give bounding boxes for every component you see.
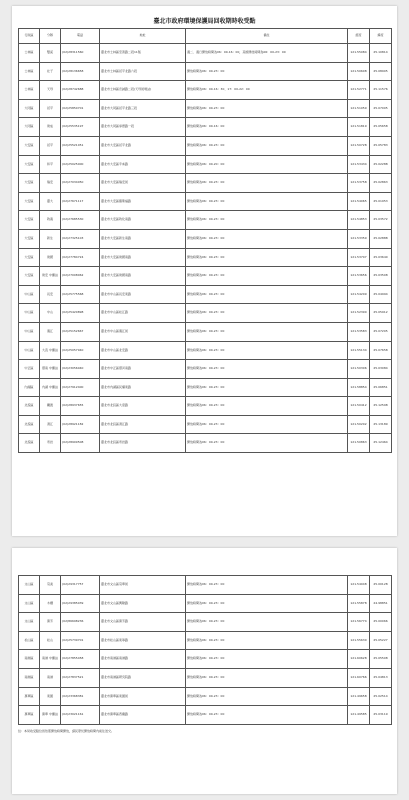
cell-team: 奇岩 xyxy=(40,434,61,453)
cell-phone: (02)27837521 xyxy=(61,668,100,687)
cell-address: 臺北市大同區延平北路三段 xyxy=(100,99,186,118)
cell-address: 臺北市大安區建國南路 xyxy=(100,267,186,286)
table-row xyxy=(19,174,392,193)
cell-phone: (02)25521051 xyxy=(61,136,100,155)
cell-district: 大安區 xyxy=(19,192,40,211)
table-row xyxy=(19,285,392,304)
cell-remarks: 開放時間為06：00-23：00 xyxy=(186,378,348,397)
cell-remarks: 開放時間為06：00-23：00 xyxy=(186,415,348,434)
cell-address: 臺北市中山區濱江街 xyxy=(100,322,186,341)
cell-latitude: 25.05227 xyxy=(370,631,392,650)
cell-latitude: 25.05658 xyxy=(370,118,392,137)
table-row xyxy=(19,631,392,650)
cell-address: 臺北市萬華區西藏路 xyxy=(100,706,186,725)
cell-remarks: 開放時間為06：00-23：00 xyxy=(186,650,348,669)
cell-longitude: 121.54209 xyxy=(348,285,370,304)
cell-latitude: 25.03119 xyxy=(370,706,392,725)
cell-latitude: 25.05508 xyxy=(370,650,392,669)
cell-longitude: 121.50202 xyxy=(348,415,370,434)
cell-remarks: 開放時間為06：00-23：00 xyxy=(186,211,348,230)
cell-address: 臺北市中山區松江路 xyxy=(100,304,186,323)
table-row xyxy=(19,211,392,230)
cell-phone: (02)27671117 xyxy=(61,192,100,211)
table-row xyxy=(19,594,392,613)
cell-remarks: 開放時間為06：00-23：00 xyxy=(186,322,348,341)
table-row xyxy=(19,706,392,725)
cell-longitude: 121.54065 xyxy=(348,192,370,211)
table-row xyxy=(19,687,392,706)
cell-district: 大安區 xyxy=(19,229,40,248)
cell-remarks: 開放時間為06：00-23：00 xyxy=(186,341,348,360)
cell-address: 臺北市士林區忠誠路二段(天母街場站) xyxy=(100,81,186,100)
cell-district: 松山區 xyxy=(19,631,40,650)
cell-remarks: 開放時間為06：00-23：00 xyxy=(186,192,348,211)
cell-address: 臺北市松山區東寧路 xyxy=(100,631,186,650)
header-phone: 電話 xyxy=(61,29,100,44)
cell-address: 臺北市大安區瑞安街 xyxy=(100,174,186,193)
table-row xyxy=(19,341,392,360)
cell-district: 大安區 xyxy=(19,248,40,267)
cell-longitude: 121.49658 xyxy=(348,687,370,706)
cell-district: 中山區 xyxy=(19,322,40,341)
table-row xyxy=(19,415,392,434)
cell-address: 臺北市士林區延平北路六段 xyxy=(100,62,186,81)
cell-team: 雙溪 xyxy=(40,44,61,63)
cell-longitude: 121.52771 xyxy=(348,81,370,100)
table-row xyxy=(19,155,392,174)
cell-district: 中正區 xyxy=(19,360,40,379)
table-row xyxy=(19,378,392,397)
header-team: 分隊 xyxy=(40,29,61,44)
cell-district: 文山區 xyxy=(19,594,40,613)
cell-address: 臺北市士林區至善路二段11號 xyxy=(100,44,186,63)
cell-team: 景美 xyxy=(40,576,61,595)
cell-phone: (02)25739701 xyxy=(61,631,100,650)
cell-remarks: 開放時間為06：00-16：00 xyxy=(186,118,348,137)
cell-address: 臺北市中山區北安路 xyxy=(100,341,186,360)
cell-phone: (02)29317757 xyxy=(61,576,100,595)
cell-district: 南港區 xyxy=(19,650,40,669)
cell-remarks: 開放時間為06：00-23：00 xyxy=(186,229,348,248)
cell-address: 臺北市中正區環河南路 xyxy=(100,360,186,379)
cell-team: 臺大 xyxy=(40,192,61,211)
cell-team: 南港 中繼站 xyxy=(40,650,61,669)
cell-team: 長安 xyxy=(40,285,61,304)
table-row xyxy=(19,192,392,211)
table-row xyxy=(19,434,392,453)
cell-team: 新生 xyxy=(40,229,61,248)
table-row xyxy=(19,248,392,267)
cell-remarks: 開放時間為06：00-23：00 xyxy=(186,62,348,81)
cell-address: 臺北市南港區南港路 xyxy=(100,650,186,669)
table-row xyxy=(19,304,392,323)
cell-remarks: 開放時間為06：00-23：00 xyxy=(186,136,348,155)
cell-phone: (02)23368381 xyxy=(61,687,100,706)
cell-longitude: 121.50412 xyxy=(348,397,370,416)
cell-latitude: 25.03572 xyxy=(370,211,392,230)
cell-team: 松山 xyxy=(40,631,61,650)
cell-address: 臺北市大安區建國南路 xyxy=(100,248,186,267)
cell-remarks: 開放時間為06：00-23：00 xyxy=(186,285,348,304)
cell-longitude: 121.53758 xyxy=(348,174,370,193)
cell-phone: (02)23021161 xyxy=(61,706,100,725)
cell-longitude: 121.60628 xyxy=(348,650,370,669)
cell-longitude: 121.55878 xyxy=(348,594,370,613)
cell-longitude: 121.55630 xyxy=(348,631,370,650)
cell-district: 士林區 xyxy=(19,44,40,63)
cell-latitude: 25.03508 xyxy=(370,267,392,286)
cell-remarks: 開放時間為06：00-23：00 xyxy=(186,594,348,613)
cell-address: 臺北市南港區研究院路 xyxy=(100,668,186,687)
cell-team: 濱江 xyxy=(40,322,61,341)
cell-longitude: 121.53707 xyxy=(348,248,370,267)
cell-longitude: 121.51819 xyxy=(348,118,370,137)
cell-latitude: 25.02288 xyxy=(370,155,392,174)
cell-longitude: 121.56774 xyxy=(348,613,370,632)
cell-phone: (02)27855458 xyxy=(61,650,100,669)
cell-latitude: 25.07005 xyxy=(370,99,392,118)
cell-longitude: 121.53359 xyxy=(348,229,370,248)
cell-remarks: 開放時間為06：00-23：00 xyxy=(186,576,348,595)
cell-latitude: 25.02888 xyxy=(370,229,392,248)
cell-phone: (02)27784724 xyxy=(61,248,100,267)
table-body-page-2 xyxy=(19,576,392,725)
cell-district: 文山區 xyxy=(19,613,40,632)
cell-phone: (02)25420898 xyxy=(61,304,100,323)
cell-address: 臺北市文山區興隆路 xyxy=(100,594,186,613)
cell-remarks: 開放時間為06：00-23：00 xyxy=(186,267,348,286)
cell-latitude: 25.00128 xyxy=(370,576,392,595)
table-row xyxy=(19,44,392,63)
table-row xyxy=(19,267,392,286)
cell-remarks: 開放時間為06：00-23：00 xyxy=(186,174,348,193)
cell-latitude: 25.05783 xyxy=(370,136,392,155)
cell-longitude: 121.50863 xyxy=(348,434,370,453)
cell-team: 敦義 xyxy=(40,211,61,230)
cell-remarks: 開放時間為06：00-23：00 xyxy=(186,631,348,650)
cell-remarks: 開放時間為06：00-23：00 xyxy=(186,99,348,118)
header-latitude: 緯度 xyxy=(370,29,392,44)
cell-phone: (02)23056040 xyxy=(61,360,100,379)
cell-phone: (02)28909508 xyxy=(61,434,100,453)
header-longitude: 經度 xyxy=(348,29,370,44)
cell-address: 臺北市北投區清江路 xyxy=(100,415,186,434)
cell-phone: (02)27685530 xyxy=(61,211,100,230)
cell-district: 北投區 xyxy=(19,397,40,416)
cell-phone: (02)27008062 xyxy=(61,267,100,286)
cell-remarks: 開放時間為06：00-23：00 xyxy=(186,668,348,687)
cell-remarks: 開放時間為06：00-16：30、17：00-22：00 xyxy=(186,81,348,100)
document-page-1 xyxy=(12,6,397,536)
cell-team: 和平 xyxy=(40,155,61,174)
cell-address: 臺北市大安區辛亥路 xyxy=(100,155,186,174)
table-row xyxy=(19,99,392,118)
footnote: 註：本局收受點位皆依照開放時間開放，請民眾於開放時間內前往送交。 xyxy=(18,728,115,733)
cell-latitude: 25.05912 xyxy=(370,304,392,323)
collection-points-table-continued xyxy=(18,575,392,725)
cell-address: 臺北市北投區大度路 xyxy=(100,397,186,416)
cell-team: 社子 xyxy=(40,62,61,81)
cell-address: 臺北市北投區奇岩路 xyxy=(100,434,186,453)
cell-remarks: 開放時間為06：00-23：00 xyxy=(186,248,348,267)
cell-district: 大同區 xyxy=(19,99,40,118)
cell-latitude: 25.03084 xyxy=(370,360,392,379)
cell-longitude: 121.60766 xyxy=(348,668,370,687)
cell-team: 大直 中繼站 xyxy=(40,341,61,360)
cell-phone: (02)25152667 xyxy=(61,322,100,341)
cell-phone: (02)25850701 xyxy=(61,99,100,118)
cell-latitude: 25.02863 xyxy=(370,174,392,193)
cell-address: 臺北市大安區羅斯福路 xyxy=(100,192,186,211)
cell-team: 內湖 中繼站 xyxy=(40,378,61,397)
cell-district: 士林區 xyxy=(19,81,40,100)
cell-team: 建安 中繼站 xyxy=(40,267,61,286)
cell-longitude: 121.52390 xyxy=(348,304,370,323)
cell-team: 環南 中繼站 xyxy=(40,360,61,379)
cell-address: 臺北市萬華區東園街 xyxy=(100,687,186,706)
cell-longitude: 121.51059 xyxy=(348,99,370,118)
cell-team: 萬芳 xyxy=(40,613,61,632)
cell-district: 大安區 xyxy=(19,267,40,286)
cell-team: 建國 xyxy=(40,248,61,267)
cell-district: 中山區 xyxy=(19,304,40,323)
cell-team: 木柵 xyxy=(40,594,61,613)
cell-latitude: 25.00066 xyxy=(370,613,392,632)
cell-remarks: 開放時間為06：00-23：00 xyxy=(186,706,348,725)
cell-remarks: 開放時間為06：00-23：00 xyxy=(186,434,348,453)
cell-remarks: 週二、週日開放時間為06：00-16：00，其餘開放時間為06：00-23：00 xyxy=(186,44,348,63)
cell-district: 士林區 xyxy=(19,62,40,81)
cell-latitude: 25.04994 xyxy=(370,285,392,304)
cell-latitude: 25.01953 xyxy=(370,192,392,211)
cell-district: 中山區 xyxy=(19,285,40,304)
cell-longitude: 121.50608 xyxy=(348,62,370,81)
cell-longitude: 121.50728 xyxy=(348,136,370,155)
cell-address: 臺北市大安區敦化南路 xyxy=(100,211,186,230)
table-row xyxy=(19,136,392,155)
cell-longitude: 121.50306 xyxy=(348,360,370,379)
cell-phone: (02)28136658 xyxy=(61,62,100,81)
cell-longitude: 121.55084 xyxy=(348,44,370,63)
document-page-2 xyxy=(12,548,397,794)
table-row xyxy=(19,118,392,137)
cell-longitude: 121.55134 xyxy=(348,341,370,360)
cell-district: 文山區 xyxy=(19,576,40,595)
cell-phone: (02)25535197 xyxy=(61,118,100,137)
cell-latitude: 25.06851 xyxy=(370,378,392,397)
table-row xyxy=(19,576,392,595)
cell-team: 南港 xyxy=(40,668,61,687)
table-row xyxy=(19,360,392,379)
cell-address: 臺北市大同區承德路一段 xyxy=(100,118,186,137)
cell-latitude: 25.13189 xyxy=(370,415,392,434)
cell-team: 天母 xyxy=(40,81,61,100)
cell-phone: (02)28921182 xyxy=(61,415,100,434)
document-title: 臺北市政府環境保護局回收期時收受點 xyxy=(153,18,256,25)
cell-district: 大安區 xyxy=(19,136,40,155)
cell-address: 臺北市內湖區民權東路 xyxy=(100,378,186,397)
cell-phone: (02)29385039 xyxy=(61,594,100,613)
cell-phone: (02)27325103 xyxy=(61,229,100,248)
header-remarks: 備註 xyxy=(186,29,348,44)
cell-team: 延平 xyxy=(40,136,61,155)
cell-longitude: 121.49585 xyxy=(348,706,370,725)
cell-phone: (02)25025000 xyxy=(61,155,100,174)
cell-latitude: 25.03640 xyxy=(370,248,392,267)
cell-team: 清江 xyxy=(40,415,61,434)
cell-latitude: 25.04813 xyxy=(370,668,392,687)
cell-phone: (02)25057940 xyxy=(61,341,100,360)
cell-district: 北投區 xyxy=(19,415,40,434)
table-row xyxy=(19,322,392,341)
cell-district: 萬華區 xyxy=(19,687,40,706)
cell-address: 臺北市大安區延平北路 xyxy=(100,136,186,155)
cell-latitude: 25.12598 xyxy=(370,397,392,416)
table-body-page-1 xyxy=(19,44,392,453)
cell-address: 臺北市文山區萬芳路 xyxy=(100,613,186,632)
cell-longitude: 121.54048 xyxy=(348,576,370,595)
table-row xyxy=(19,650,392,669)
cell-phone: (02)28742688 xyxy=(61,81,100,100)
cell-remarks: 開放時間為06：00-23：00 xyxy=(186,613,348,632)
cell-remarks: 開放時間為06：00-23：00 xyxy=(186,360,348,379)
header-district: 行政區 xyxy=(19,29,40,44)
table-row xyxy=(19,229,392,248)
cell-phone: (02)27912400 xyxy=(61,378,100,397)
cell-longitude: 121.53434 xyxy=(348,155,370,174)
cell-address: 臺北市文山區景華街 xyxy=(100,576,186,595)
cell-latitude: 25.02514 xyxy=(370,687,392,706)
cell-remarks: 開放時間為06：00-20：00 xyxy=(186,155,348,174)
cell-team: 瑞安 xyxy=(40,174,61,193)
cell-district: 大安區 xyxy=(19,211,40,230)
cell-phone: (02)28311560 xyxy=(61,44,100,63)
cell-phone: (02)25775568 xyxy=(61,285,100,304)
table-row xyxy=(19,613,392,632)
cell-team: 關渡 xyxy=(40,397,61,416)
table-row xyxy=(19,397,392,416)
cell-longitude: 121.54853 xyxy=(348,211,370,230)
cell-remarks: 開放時間為06：00-23：00 xyxy=(186,687,348,706)
cell-latitude: 24.98851 xyxy=(370,594,392,613)
table-row xyxy=(19,62,392,81)
table-header-row xyxy=(19,29,392,44)
cell-district: 內湖區 xyxy=(19,378,40,397)
cell-latitude: 25.10814 xyxy=(370,44,392,63)
cell-address: 臺北市大安區新生南路 xyxy=(100,229,186,248)
cell-longitude: 121.53583 xyxy=(348,322,370,341)
cell-team: 建成 xyxy=(40,118,61,137)
cell-latitude: 25.11576 xyxy=(370,81,392,100)
cell-remarks: 開放時間為06：00-23：00 xyxy=(186,304,348,323)
cell-phone: (02)86698236 xyxy=(61,613,100,632)
cell-district: 中山區 xyxy=(19,341,40,360)
cell-team: 萬華 中繼站 xyxy=(40,706,61,725)
header-address: 地址 xyxy=(100,29,186,44)
table-row xyxy=(19,81,392,100)
cell-phone: (02)27034050 xyxy=(61,174,100,193)
cell-team: 延平 xyxy=(40,99,61,118)
cell-latitude: 25.07658 xyxy=(370,341,392,360)
cell-latitude: 25.07205 xyxy=(370,322,392,341)
cell-remarks: 開放時間為06：00-23：00 xyxy=(186,397,348,416)
cell-longitude: 121.58854 xyxy=(348,378,370,397)
cell-latitude: 25.08905 xyxy=(370,62,392,81)
cell-phone: (02)28937655 xyxy=(61,397,100,416)
cell-address: 臺北市中山區長安東路 xyxy=(100,285,186,304)
cell-longitude: 121.53656 xyxy=(348,267,370,286)
collection-points-table xyxy=(18,28,392,453)
cell-district: 大安區 xyxy=(19,174,40,193)
cell-latitude: 25.12464 xyxy=(370,434,392,453)
cell-team: 中山 xyxy=(40,304,61,323)
cell-district: 南港區 xyxy=(19,668,40,687)
cell-team: 東園 xyxy=(40,687,61,706)
cell-district: 大同區 xyxy=(19,118,40,137)
cell-district: 萬華區 xyxy=(19,706,40,725)
cell-district: 大安區 xyxy=(19,155,40,174)
table-row xyxy=(19,668,392,687)
cell-district: 北投區 xyxy=(19,434,40,453)
